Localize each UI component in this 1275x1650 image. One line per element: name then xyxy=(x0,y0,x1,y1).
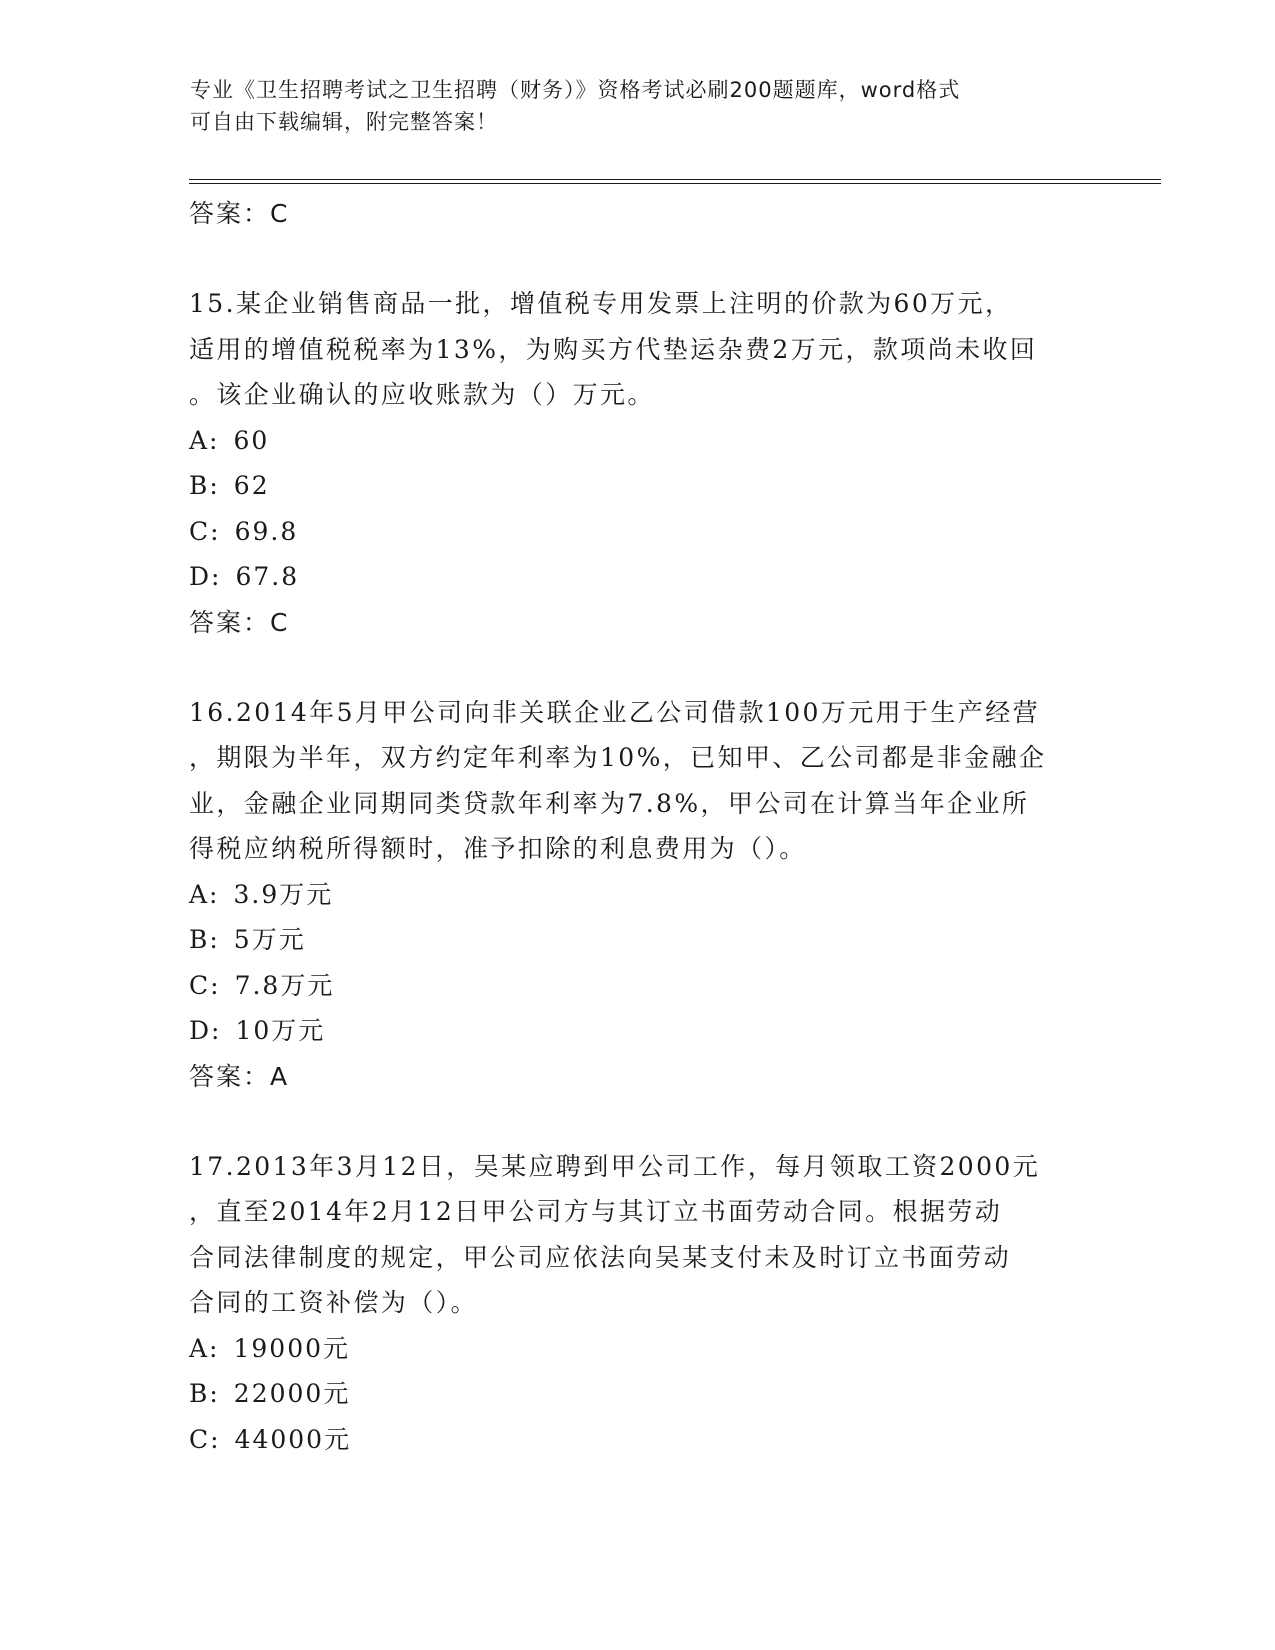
question-stem-line: 合同的工资补偿为（）。 xyxy=(189,1288,478,1317)
option-key: A: xyxy=(189,1333,220,1363)
question-stem-line: ，直至2014年2月12日甲公司方与其订立书面劳动合同。根据劳动 xyxy=(189,1197,1003,1226)
option-a xyxy=(189,418,1089,464)
option-key: C: xyxy=(189,1424,221,1454)
question-stem-line: 合同法律制度的规定，甲公司应依法向吴某支付未及时订立书面劳动 xyxy=(189,1242,1012,1272)
option-value: 10万元 xyxy=(235,1016,326,1045)
option-key: B: xyxy=(189,471,220,500)
answer-label: 答案：C xyxy=(189,199,290,228)
option-a xyxy=(189,1326,1089,1372)
option-key: C: xyxy=(189,516,221,546)
option-value: 7.8万元 xyxy=(234,970,335,1000)
question-17 xyxy=(189,1144,1089,1326)
option-d xyxy=(189,554,1089,600)
header-line-1: 专业《卫生招聘考试之卫生招聘（财务）》资格考试必刷200题题库，word格式 xyxy=(190,78,961,102)
option-b xyxy=(189,463,1089,509)
option-key: C: xyxy=(189,970,221,1000)
option-key: B: xyxy=(189,925,220,954)
option-key: D: xyxy=(189,1016,222,1045)
option-value: 19000元 xyxy=(233,1333,351,1363)
option-b xyxy=(189,917,1089,963)
option-value: 22000元 xyxy=(233,1379,351,1408)
option-c xyxy=(189,963,1089,1009)
option-key: A: xyxy=(189,425,220,455)
answer-label: 答案：A xyxy=(189,1061,290,1091)
question-stem-line: 16.2014年5月甲公司向非关联企业乙公司借款100万元用于生产经营 xyxy=(189,697,1041,727)
question-stem-line: 业，金融企业同期同类贷款年利率为7.8%，甲公司在计算当年企业所 xyxy=(189,788,1030,818)
document-body xyxy=(189,191,1089,1462)
option-value: 44000元 xyxy=(234,1424,352,1454)
option-c xyxy=(189,509,1089,555)
question-stem-line: 。该企业确认的应收账款为（）万元。 xyxy=(189,380,655,409)
header-divider-bottom xyxy=(189,183,1161,184)
question-stem-line: 适用的增值税税率为13%，为购买方代垫运杂费2万元，款项尚未收回 xyxy=(189,334,1038,364)
option-value: 69.8 xyxy=(234,516,299,546)
option-value: 3.9万元 xyxy=(233,879,334,909)
option-key: B: xyxy=(189,1379,220,1408)
option-d xyxy=(189,1008,1089,1054)
answer-label: 答案：C xyxy=(189,607,290,637)
question-stem-line: 17.2013年3月12日，吴某应聘到甲公司工作，每月领取工资2000元 xyxy=(189,1151,1041,1181)
document-header xyxy=(190,74,1090,138)
header-line-2: 可自由下载编辑，附完整答案！ xyxy=(190,110,498,134)
option-value: 62 xyxy=(233,471,270,500)
question-stem-line: 15.某企业销售商品一批，增值税专用发票上注明的价款为60万元， xyxy=(189,289,1013,318)
option-key: D: xyxy=(189,562,222,591)
option-a xyxy=(189,872,1089,918)
option-key: A: xyxy=(189,879,220,909)
option-b xyxy=(189,1371,1089,1417)
question-15 xyxy=(189,281,1089,418)
option-value: 60 xyxy=(233,425,270,455)
question-stem-line: 得税应纳税所得额时，准予扣除的利息费用为（）。 xyxy=(189,834,807,863)
option-c xyxy=(189,1417,1089,1463)
question-16 xyxy=(189,690,1089,872)
header-divider-top xyxy=(189,179,1161,180)
question-stem-line: ，期限为半年，双方约定年利率为10%，已知甲、乙公司都是非金融企 xyxy=(189,743,1047,772)
option-value: 67.8 xyxy=(235,562,300,591)
option-value: 5万元 xyxy=(233,925,306,954)
